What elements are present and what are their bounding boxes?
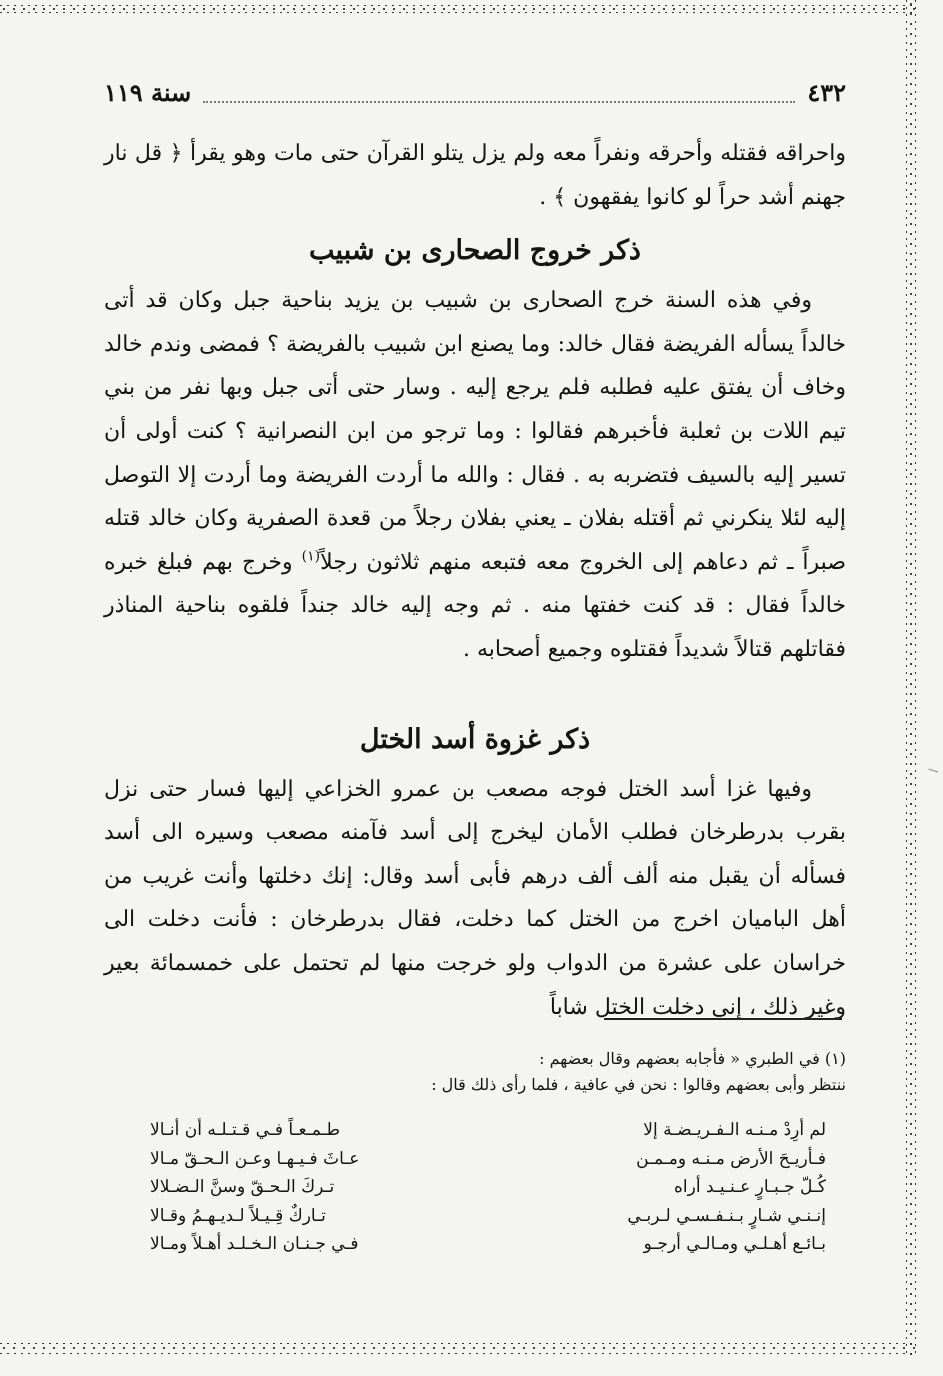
verse-first-hemistich: بـائـع أهـلـي ومـالـي أرجـو bbox=[643, 1234, 826, 1255]
margin-mark bbox=[928, 769, 938, 775]
page-number: ٤٣٢ bbox=[807, 77, 846, 107]
verse-first-hemistich: لم أرِدْ مـنـه الـفـريـضـة إلا bbox=[643, 1120, 826, 1140]
paragraph-part-a: وفي هذه السنة خرج الصحارى بن شبيب بن يزيد بناحية جبل وكان قد أتى خالداً يسأله الفريضة فقال خالد: وما يصنع ابن شبيب بالفريضة ؟ فمضى وندم خالد وخاف أن يفتق عليه فطلبه فلم يرجع إليه . وسار حتى أتى جبل وبها نفر من بني تيم اللات بن ثعلبة فأخبرهم فقالوا : وما ترجو من ابن النصرانية ؟ كنت أولى أن تسير إليه بالسيف فتضربه به . فقال : والله ما أردت الفريضة وما أردت إلا التوصل إليه لئلا ينكرني ثم أقتله بفلان ـ يعني بفلان رجلاً من قعدة الصفرية وكان خالد قتله صبراً ـ ثم دعاهم إلى الخروج معه فتبعه منهم ثلاثون رجلاً bbox=[104, 288, 847, 575]
poem-verse bbox=[150, 1230, 826, 1259]
verse-second-hemistich: تـركَ الـحـقّ وسنَّ الـضـلالا bbox=[150, 1177, 335, 1198]
header-dotted-leader bbox=[203, 101, 795, 103]
page-header bbox=[104, 72, 846, 112]
main-text bbox=[104, 132, 846, 1029]
footnote-poem bbox=[150, 1116, 826, 1259]
footnote-divider bbox=[604, 1018, 842, 1020]
poem-verse bbox=[150, 1173, 826, 1202]
top-border-ornament bbox=[0, 0, 915, 18]
verse-first-hemistich: إنـنـي شـارٍ بـنـفـسـي لـربـي bbox=[627, 1205, 826, 1226]
verse-second-hemistich: عـاثَ فـيـهـا وعـن الـحـقّ مـالا bbox=[150, 1148, 360, 1169]
poem-verse bbox=[150, 1116, 826, 1145]
right-border-ornament bbox=[903, 0, 919, 1358]
verse-second-hemistich: فـي جـنـان الـخـلـد أهـلاً ومـالا bbox=[150, 1234, 359, 1255]
section-title-asad-khuttal: ذكر غزوة أسد الختل bbox=[359, 723, 591, 755]
year-label: سنة ١١٩ bbox=[104, 77, 192, 107]
footnotes bbox=[104, 1046, 846, 1098]
paragraph-part-b: وخرج بهم فبلغ خبره خالداً فقال : قد كنت خفتها منه . ثم وجه إليه خالد جنداً فلقوه بناحية المناذر فقاتلهم قتالاً شديداً فقتلوه وجميع أصحابه . bbox=[104, 549, 846, 662]
section-title-sahari: ذكر خروج الصحارى بن شبيب bbox=[309, 235, 641, 267]
verse-first-hemistich: فـأريـحَ الأرض مـنـه ومـمـن bbox=[636, 1148, 826, 1169]
footnote-reference[interactable]: (١) bbox=[301, 548, 321, 565]
verse-first-hemistich: كُـلّ جـبـارٍ عـنـيـد أراه bbox=[674, 1177, 826, 1198]
verse-second-hemistich: طـمـعـاً فـي قـتـلـه أن أنـالا bbox=[150, 1120, 341, 1140]
footnote-line-1: (١) في الطبري « فأجابه بعضهم وقال بعضهم : bbox=[539, 1049, 846, 1068]
section-paragraph-asad-khuttal: وفيها غزا أسد الختل فوجه مصعب بن عمرو الخزاعي إليها فسار حتى نزل بقرب بدرطرخان فطلب الأمان ليخرج إلى أسد فآمنه مصعب وسيره الى أسد فسأله أن يقبل منه ألف ألف درهم فأبى أسد وقال: إنك دخلتها وأنت غريب من أهل الباميان اخرج من الختل كما دخلت، فقال بدرطرخان : فأنت دخلت الى خراسان على عشرة من الدواب ولو خرجت منها لم تحتمل على خمسمائة بعير وغير ذلك ، إني دخلت الختل شاباً bbox=[104, 776, 846, 1020]
footnote-line-2: ننتظر وأبى بعضهم وقالوا : نحن في عافية ، فلما رأى ذلك قال : bbox=[431, 1075, 846, 1094]
poem-verse bbox=[150, 1145, 826, 1174]
verse-second-hemistich: تـاركٌ قِـيـلاً لـديـهـمُ وقـالا bbox=[150, 1205, 326, 1226]
intro-paragraph: واحراقه فقتله وأحرقه ونفراً معه ولم يزل يتلو القرآن حتى مات وهو يقرأ ﴿ قل نار جهنم أشد حراً لو كانوا يفقهون ﴾ . bbox=[104, 141, 846, 210]
poem-verse bbox=[150, 1202, 826, 1231]
bottom-border-ornament bbox=[0, 1340, 915, 1358]
section-paragraph-sahari bbox=[104, 279, 846, 671]
